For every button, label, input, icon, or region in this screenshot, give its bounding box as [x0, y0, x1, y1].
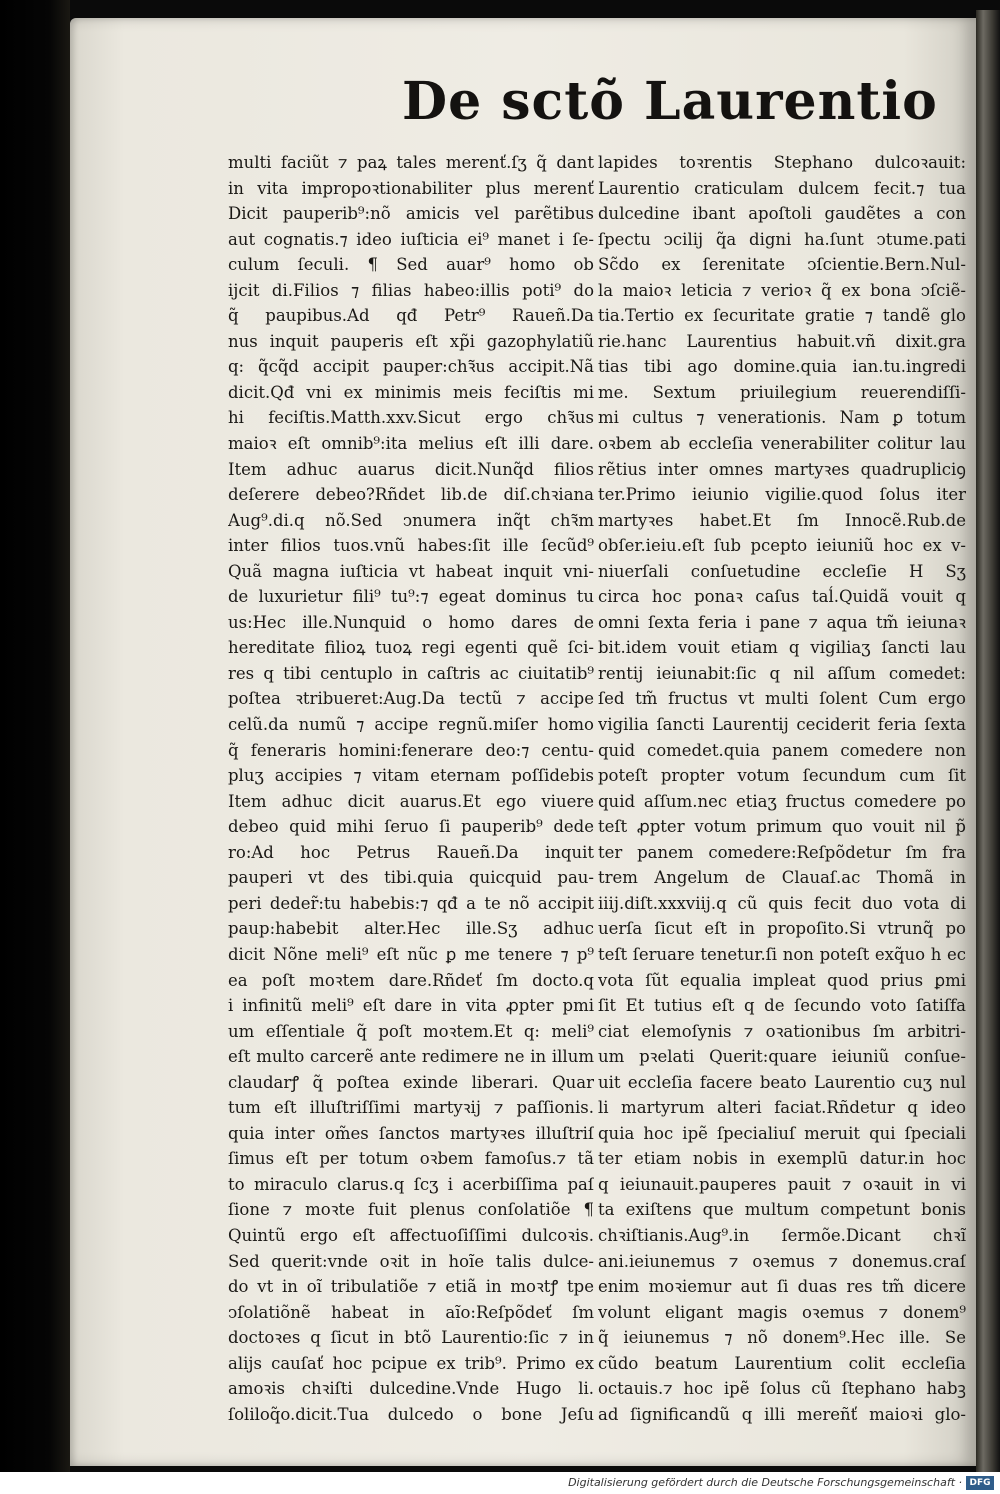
text-line: li martyrum alteri faciat.Rñdetur q ideo: [598, 1098, 966, 1118]
text-line: ſimus eſt per totum oꝛbem famoſus.⁊ tã: [228, 1149, 594, 1169]
text-line: amoꝛis chꝛiſti dulcedine.Vnde Hugo li.: [228, 1379, 594, 1399]
text-line: Quã magna iuſticia vt habeat inquit vni-: [228, 561, 594, 581]
text-line: aut cognatis.⁊ ideo iuſticia ei⁹ manet i ſe-: [228, 229, 594, 249]
text-line: claudarꝭ q̃ poſtea exinde liberari. Quar: [228, 1072, 594, 1092]
text-line: um pꝛelati Querit:quare ieiuniũ conſue-: [598, 1047, 966, 1067]
text-line: ↄſolatiõnẽ habeat in aĩo:Reſpõdeť ſm: [228, 1302, 594, 1322]
text-line: ſpectu ↄcilij q̃a digni ha.ſunt ↄtume.pati: [598, 229, 966, 249]
text-line: niuerſali conſuetudine eccleſie H Sʒ: [598, 561, 966, 581]
text-line: eſt multo carcerẽ ante redimere ne in illum: [228, 1047, 594, 1067]
text-line: octauis.⁊ hoc ipẽ ſolus cũ ſtephano habꝫ: [598, 1379, 966, 1399]
text-line: rie.hanc Laurentius habuit.vñ dixit.gra: [598, 331, 966, 351]
text-line: us:Hec ille.Nunquid o homo dares de: [228, 612, 594, 632]
text-line: hereditate filioꝝ tuoꝝ regi egenti quẽ ſci-: [228, 638, 594, 658]
text-line: rentij ieiunabit:ſic q nil aſſum comedet:: [598, 663, 966, 683]
text-line: ciat elemoſynis ⁊ oꝛationibus ſm arbitri-: [598, 1021, 966, 1041]
text-line: Laurentio craticulam dulcem fecit.⁊ tua: [598, 178, 966, 198]
text-line: um eſſentiale q̃ poſt moꝛtem.Et q: meli⁹: [228, 1021, 594, 1041]
text-line: ro:Ad hoc Petrus Raueñ.Da inquit: [228, 842, 594, 862]
text-column-right: [598, 150, 966, 1427]
text-line: ſione ⁊ moꝛte fuit plenus conſolatiõe ¶: [228, 1200, 594, 1220]
text-line: chꝛiſtianis.Aug⁹.in ſermõe.Dicant chꝛĩ: [598, 1225, 966, 1245]
text-line: vota ſũt equalia impleat quod prius ꝑmi: [598, 970, 966, 990]
text-line: hi feciſtis.Matth.xxv.Sicut ergo chꝛ̃us: [228, 408, 594, 428]
text-line: teſt ſeruare tenetur.ſi non poteſt exq̃uo h ec: [598, 944, 966, 964]
text-line: vigilia ſancti Laurentij ceciderit feria ſexta: [598, 715, 966, 735]
text-line: iiij.diſt.xxxviij.q cũ quis fecit duo vota di: [598, 893, 966, 913]
text-line: alijs cauſať hoc pcipue ex trib⁹. Primo ex: [228, 1353, 594, 1373]
text-line: bit.idem vouit etiam q vigiliaʒ ſancti lau: [598, 638, 966, 658]
text-line: mi cultus ⁊ venerationis. Nam ꝑ totum: [598, 408, 966, 428]
text-line: teſt ꝓpter votum primum quo vouit nil p̃: [598, 817, 966, 837]
text-line: culum ſeculi. ¶ Sed auar⁹ homo ob: [228, 255, 594, 275]
text-line: in vita impropoꝛtionabiliter plus merenť: [228, 178, 594, 198]
text-line: ea poſt moꝛtem dare.Rñdeť ſm docto.q: [228, 970, 594, 990]
text-line: ſed tm̃ fructus vt multi ſolent Cum ergo: [598, 689, 966, 709]
text-line: Item adhuc dicit auarus.Et ego viuere: [228, 791, 594, 811]
text-line: dulcedine ibant apoſtoli gaudẽtes a con: [598, 204, 966, 224]
text-line: q: q̃cq̃d accipit pauper:chꝛ̃us accipit.Nã: [228, 357, 594, 377]
book-gutter: [0, 0, 70, 1472]
text-line: ani.ieiunemus ⁊ oꝛemus ⁊ donemus.craſ: [598, 1251, 966, 1271]
text-line: quid comedet.quia panem comedere non: [598, 740, 966, 760]
text-line: Quintũ ergo eſt affectuoſiſſimi dulcoꝛis.: [228, 1225, 594, 1245]
text-line: i infinitũ meli⁹ eſt dare in vita ꝓpter pmi: [228, 996, 594, 1016]
text-line: ta exiſtens que multum competunt bonis: [598, 1200, 966, 1220]
text-line: uerſa ſicut eſt in propoſito.Si vtrunq̃ po: [598, 919, 966, 939]
text-line: ter etiam nobis in exemplū datur.in hoc: [598, 1149, 966, 1169]
text-line: cũdo beatum Laurentium colit eccleſia: [598, 1353, 966, 1373]
text-line: rẽtius inter omnes martyꝛes quadrupliciꝯ: [598, 459, 966, 479]
text-line: volunt eligant magis oꝛemus ⁊ donem⁹: [598, 1302, 966, 1322]
text-line: uit eccleſia facere beato Laurentio cuʒ nul: [598, 1072, 966, 1092]
text-line: trem Angelum de Clauaſ.ac Thomã in: [598, 868, 966, 888]
text-line: doctoꝛes q ſicut in btõ Laurentio:ſic ⁊ in: [228, 1328, 594, 1348]
text-line: ſit Et tutius eſt q de ſecundo voto ſatiſfa: [598, 996, 966, 1016]
text-line: maioꝛ eſt omnib⁹:ita melius eſt illi dare.: [228, 434, 594, 454]
text-line: Item adhuc auarus dicit.Nunq̃d filios: [228, 459, 594, 479]
text-line: celũ.da numũ ⁊ accipe regnũ.miſer homo: [228, 715, 594, 735]
text-line: Dicit pauperib⁹:nõ amicis vel parẽtibus: [228, 204, 594, 224]
text-line: pluʒ accipies ⁊ vitam eternam poſſidebis: [228, 766, 594, 786]
text-line: quia hoc ipẽ ſpecialiuſ meruit qui ſpeciali: [598, 1123, 966, 1143]
text-line: poteſt propter votum ſecundum cum ſit: [598, 766, 966, 786]
text-line: inter filios tuos.vnũ habes:ſit ille ſecũd⁹: [228, 536, 594, 556]
text-line: nus inquit pauperis eſt xp̃i gazophylatiũ: [228, 331, 594, 351]
text-line: multi faciũt ⁊ paꝝ tales merenť.ſʒ q̃ dant: [228, 153, 594, 172]
text-line: lapides toꝛrentis Stephano dulcoꝛauit:: [598, 153, 966, 172]
text-line: res q tibi centuplo in caſtris ac ciuitatib⁹: [228, 663, 594, 683]
footer-bar: [0, 1472, 1000, 1494]
text-line: ad ſignificandũ q illi mereñť maioꝛi glo-: [598, 1404, 966, 1424]
text-line: q̃ ieiunemus ⁊ nõ donem⁹.Hec ille. Se: [598, 1328, 966, 1348]
text-line: oꝛbem ab eccleſia venerabiliter colitur lau: [598, 434, 966, 454]
text-line: dicit.Qđ vni ex minimis meis feciſtis mi: [228, 382, 594, 402]
text-line: de luxurietur fili⁹ tu⁹:⁊ egeat dominus tu: [228, 587, 594, 607]
text-line: martyꝛes habet.Et ſm Innocẽ.Rub.de: [598, 510, 966, 530]
text-column-left: [228, 150, 594, 1427]
text-line: la maioꝛ leticia ⁊ verioꝛ q̃ ex bona ↄſciẽ-: [598, 280, 966, 300]
text-line: to miraculo clarus.q ſcʒ i acerbiſſima paſ: [228, 1174, 594, 1194]
text-line: tia.Tertio ex ſecuritate gratie ⁊ tandẽ glo: [598, 306, 966, 326]
text-line: q ieiunauit.pauperes pauit ⁊ oꝛauit in vi: [598, 1174, 966, 1194]
text-line: Aug⁹.di.q nõ.Sed ↄnumera inq̃t chꝛ̃m: [228, 510, 594, 530]
page-heading: De sctõ Laurentio: [402, 71, 938, 132]
text-line: tum eſt illuſtriſſimi martyꝛij ⁊ paſſionis.: [228, 1098, 594, 1118]
text-line: q̃ paupibus.Ad qđ Petr⁹ Raueñ.Da: [228, 306, 594, 326]
text-line: omni ſexta feria i pane ⁊ aqua tm̃ ieiunaꝛ: [598, 612, 966, 632]
text-line: deſerere debeo?Rñdet lib.de diſ.chꝛiana: [228, 485, 594, 505]
text-line: q̃ feneraris homini:fenerare deo:⁊ centu-: [228, 740, 594, 760]
text-line: quid aſſum.nec etiaʒ fructus comedere po: [598, 791, 966, 811]
text-line: ter panem comedere:Reſpõdetur ſm fra: [598, 842, 966, 862]
page-edge: [976, 10, 1000, 1472]
text-line: paup:habebit alter.Hec ille.Sʒ adhuc: [228, 919, 594, 939]
text-line: ſoliloq̃o.dicit.Tua dulcedo o bone Jeſu: [228, 1404, 594, 1424]
text-line: dicit Nõne meli⁹ eſt nũc ꝑ me tenere ⁊ p⁹: [228, 944, 594, 964]
text-line: ijcit di.Filios ⁊ filias habeo:illis poti⁹ do: [228, 280, 594, 300]
text-line: ter.Primo ieiunio vigilie.quod ſolus iter: [598, 485, 966, 505]
funding-credit: Digitalisierung gefördert durch die Deutsche Forschungsgemeinschaft ·: [568, 1476, 962, 1489]
text-line: circa hoc ponaꝛ caſus taĺ.Quidã vouit q: [598, 587, 966, 607]
text-line: enim moꝛiemur aut ſi duas res tm̃ dicere: [598, 1277, 966, 1297]
text-line: me. Sextum priuilegium reuerendiſſi-: [598, 382, 966, 402]
text-line: Sc̃do ex ſerenitate ↄſcientie.Bern.Nul-: [598, 255, 966, 275]
text-line: pauperi vt des tibi.quia quicquid pau-: [228, 868, 594, 888]
text-line: Sed querit:vnde oꝛit in hoĩe talis dulce-: [228, 1251, 594, 1271]
dfg-logo-icon: DFG: [966, 1476, 994, 1490]
text-line: poſtea ꝛtribueret:Aug.Da tectũ ⁊ accipe: [228, 689, 594, 709]
text-line: debeo quid mihi ſeruo ſi pauperib⁹ dede: [228, 817, 594, 837]
text-line: tias tibi ago domine.quia ian.tu.ingredi: [598, 357, 966, 377]
text-line: peri deder̃:tu habebis:⁊ qđ a te nõ accipit: [228, 893, 594, 913]
text-line: quia inter om̃es ſanctos martyꝛes illuſtriſ: [228, 1123, 594, 1143]
text-line: obſer.ieiu.eſt ſub pcepto ieiuniũ hoc ex v-: [598, 536, 966, 556]
text-line: do vt in oĩ tribulatiõe ⁊ etiã in moꝛtꝭ tpe: [228, 1277, 594, 1297]
